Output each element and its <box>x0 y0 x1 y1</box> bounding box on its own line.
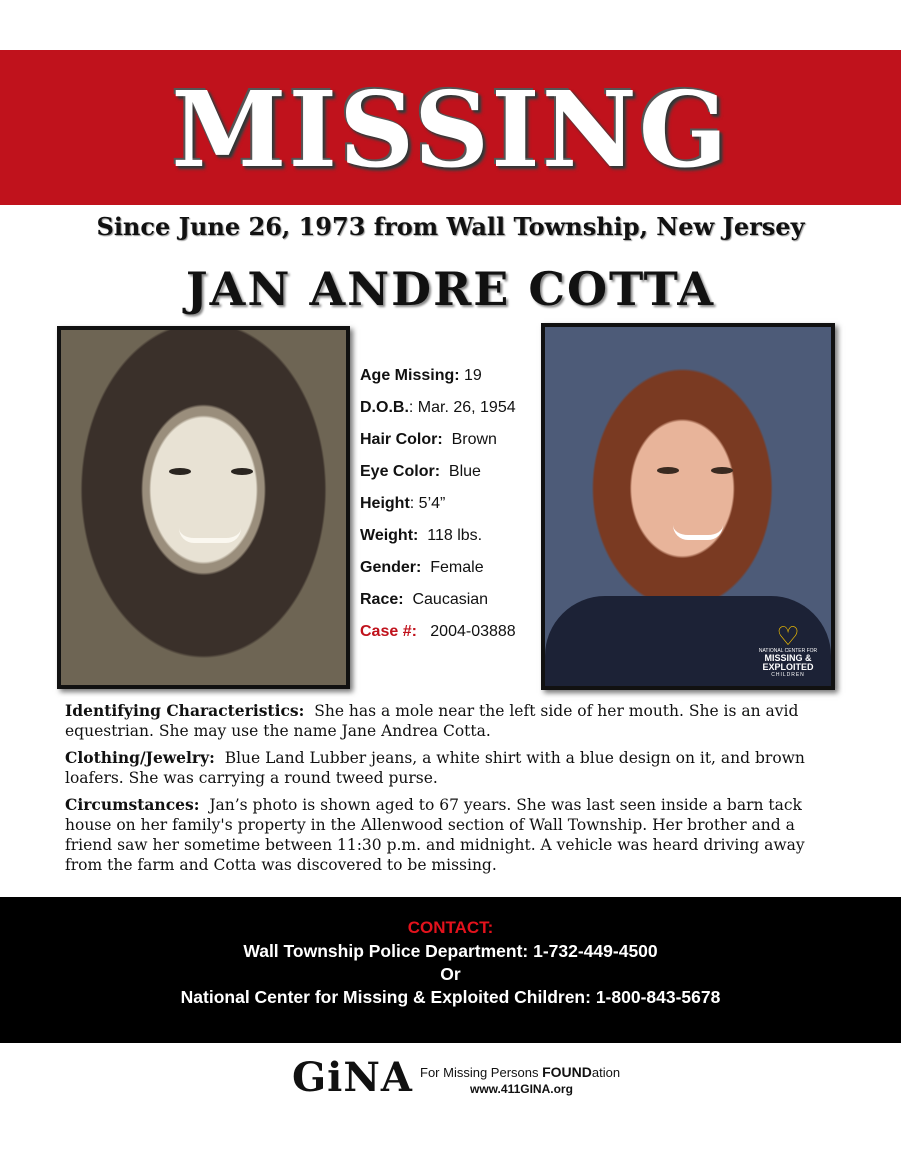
missing-since: Since June 26, 1973 from Wall Township, New Jersey <box>96 212 805 241</box>
gina-url: www.411GINA.org <box>470 1082 573 1096</box>
photo-eye-left <box>657 467 679 474</box>
ncmec-logo <box>753 620 823 679</box>
contact-or: Or <box>440 964 461 984</box>
case-label: Case #: <box>360 623 417 640</box>
case-value: 2004-03888 <box>430 623 516 640</box>
photo-eye-right <box>231 468 253 475</box>
stat-gender <box>360 557 516 589</box>
stat-value: : Mar. 26, 1954 <box>408 399 516 416</box>
gina-tagline-text: ation <box>591 1065 621 1080</box>
ncmec-logo-line: CHILDREN <box>771 672 805 678</box>
photo-smile <box>673 525 723 540</box>
stat-label: Race: <box>360 591 404 608</box>
stat-race <box>360 589 516 621</box>
detail-text: Blue Land Lubber jeans, a white shirt with a blue design on it, and brown loafers. She was carrying a round tweed purse. <box>65 749 805 787</box>
detail-text: Jan’s photo is shown aged to 67 years. She was last seen inside a barn tack house on her family's property in the Allenwood section of Wall Township. Her brother and a friend saw her sometime between 11:30 p.m. and midnight. A vehicle was heard driving away from the farm and Cotta was discovered to be missing. <box>65 796 805 874</box>
detail-text: She has a mole near the left side of her mouth. She is an avid equestrian. She may use the name Jane Andrea Cotta. <box>65 702 799 740</box>
stat-value: 19 <box>464 367 482 384</box>
childhood-photo <box>57 326 350 689</box>
contact-police: Wall Township Police Department: 1-732-449-4500 <box>243 941 658 961</box>
stat-value: : 5’4” <box>409 495 446 512</box>
clothing-jewelry <box>65 748 845 788</box>
heart-icon: ♡ <box>776 620 800 651</box>
contact-ncmec: National Center for Missing & Exploited Children: 1-800-843-5678 <box>180 987 721 1007</box>
ncmec-logo-line: EXPLOITED <box>762 662 814 672</box>
stat-label: D.O.B. <box>360 399 409 416</box>
footer <box>292 1056 652 1106</box>
stats-panel <box>360 365 516 653</box>
stat-label: Age Missing: <box>360 367 460 384</box>
stat-hair-color <box>360 429 516 461</box>
detail-label: Clothing/Jewelry: <box>65 748 215 767</box>
ncmec-logo-line: MISSING & <box>764 653 812 663</box>
age-progressed-photo <box>541 323 835 690</box>
stat-value: Blue <box>448 463 481 480</box>
stat-case-number <box>360 621 516 653</box>
circumstances <box>65 795 845 875</box>
gina-tagline-bold: FOUND <box>542 1064 592 1080</box>
stat-age-missing <box>360 365 516 397</box>
stat-label: Eye Color: <box>360 463 441 480</box>
stat-eye-color <box>360 461 516 493</box>
stat-value: 118 lbs. <box>427 527 483 544</box>
detail-label: Identifying Characteristics: <box>65 701 305 720</box>
details-section <box>65 701 845 882</box>
ncmec-logo-line: NATIONAL CENTER FOR <box>758 647 818 654</box>
detail-label: Circumstances: <box>65 795 200 814</box>
photo-eye-left <box>169 468 191 475</box>
identifying-characteristics <box>65 701 845 741</box>
gina-tagline-text: For Missing Persons <box>420 1065 543 1080</box>
stat-value: Brown <box>451 431 497 448</box>
stat-dob <box>360 397 516 429</box>
stat-label: Hair Color: <box>360 431 443 448</box>
gina-logo: GiNA <box>292 1054 413 1101</box>
stat-height <box>360 493 516 525</box>
contact-title: CONTACT: <box>407 918 494 937</box>
stat-value: Female <box>430 559 484 576</box>
photo-eye-right <box>711 467 733 474</box>
stat-value: Caucasian <box>412 591 489 608</box>
stat-label: Weight: <box>360 527 419 544</box>
gina-tagline <box>420 1064 620 1080</box>
stat-label: Gender: <box>360 559 422 576</box>
contact-box <box>0 897 901 1043</box>
stat-weight <box>360 525 516 557</box>
photo-smile <box>179 528 241 543</box>
stat-label: Height <box>360 495 410 512</box>
person-name: JAN ANDRE COTTA <box>185 262 716 316</box>
missing-title: MISSING <box>171 68 730 191</box>
